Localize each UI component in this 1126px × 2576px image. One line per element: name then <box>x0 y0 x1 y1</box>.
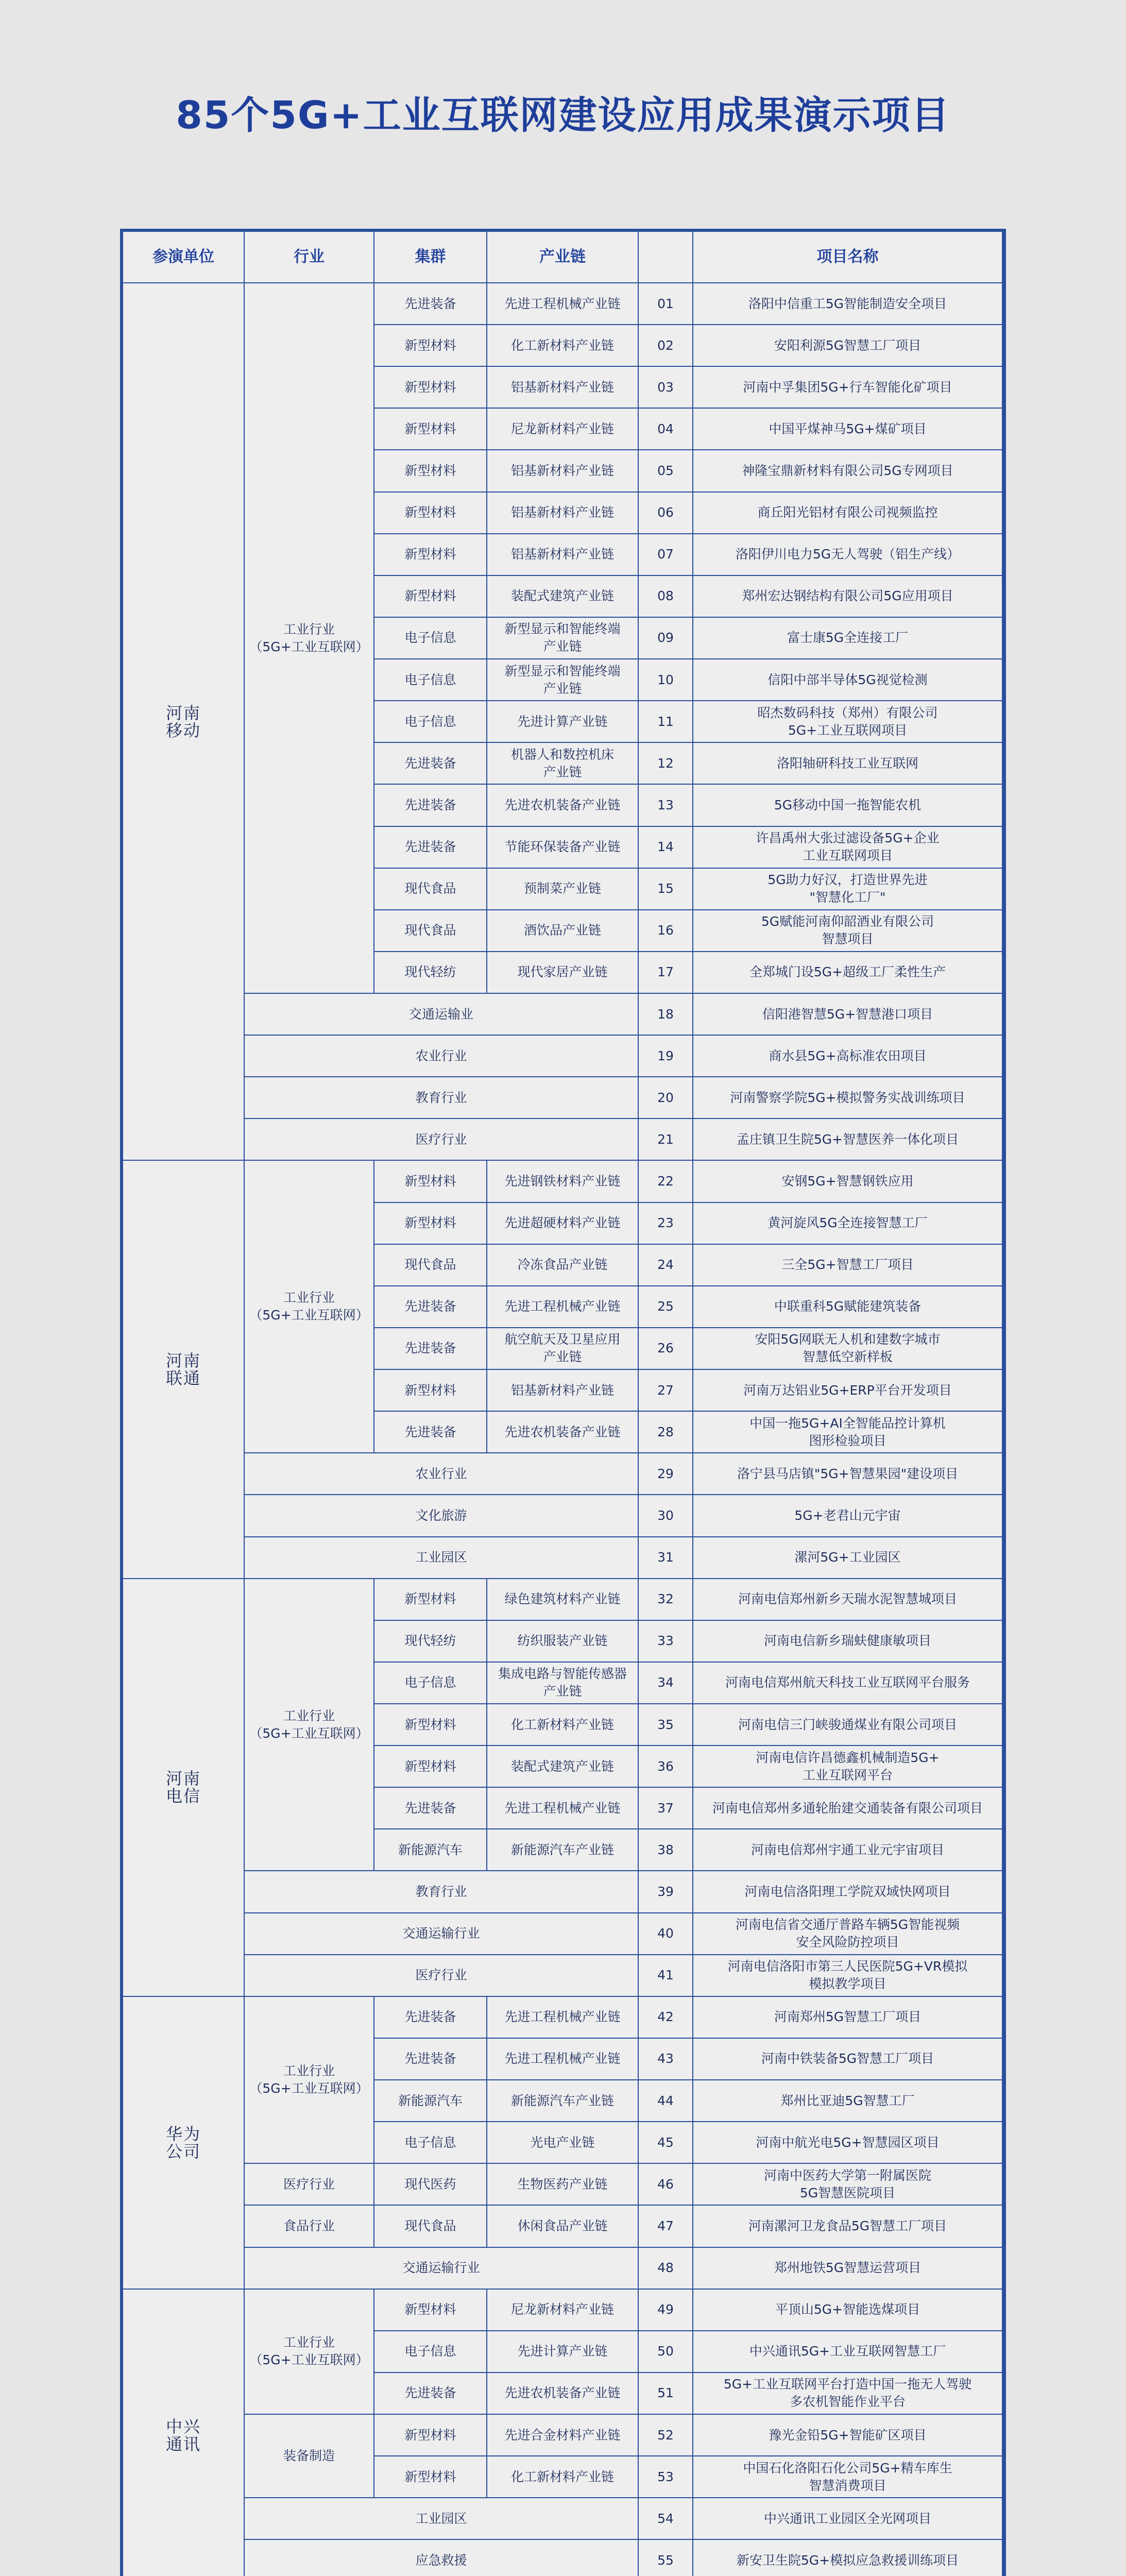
chain-cell: 铝基新材料产业链 <box>487 450 639 492</box>
project-number: 41 <box>639 1955 693 1997</box>
industry-cell: 应急救援 <box>245 2540 639 2576</box>
cluster-cell: 新型材料 <box>374 367 487 409</box>
project-number: 19 <box>639 1036 693 1077</box>
industry-cell: 工业行业 （5G+工业互联网） <box>245 283 374 994</box>
project-number: 06 <box>639 493 693 534</box>
cluster-cell: 先进装备 <box>374 283 487 325</box>
cluster-cell: 先进装备 <box>374 1328 487 1370</box>
chain-cell: 铝基新材料产业链 <box>487 367 639 409</box>
industry-cell: 工业行业 （5G+工业互联网） <box>245 1161 374 1453</box>
cluster-cell: 新型材料 <box>374 534 487 576</box>
project-name: 三全5G+智慧工厂项目 <box>693 1245 1003 1286</box>
project-name: 郑州地铁5G智慧运营项目 <box>693 2248 1003 2290</box>
project-name: 新安卫生院5G+模拟应急救援训练项目 <box>693 2540 1003 2576</box>
header-cluster: 集群 <box>374 232 487 283</box>
project-name: 富士康5G全连接工厂 <box>693 618 1003 659</box>
project-name: 信阳中部半导体5G视觉检测 <box>693 659 1003 701</box>
project-number: 13 <box>639 785 693 826</box>
project-name: 安钢5G+智慧钢铁应用 <box>693 1161 1003 1202</box>
cluster-cell: 先进装备 <box>374 1788 487 1829</box>
chain-cell: 尼龙新材料产业链 <box>487 2290 639 2331</box>
chain-cell: 新型显示和智能终端 产业链 <box>487 618 639 659</box>
cluster-cell: 新型材料 <box>374 1579 487 1621</box>
project-name: 洛阳中信重工5G智能制造安全项目 <box>693 283 1003 325</box>
project-number: 49 <box>639 2290 693 2331</box>
cluster-cell: 新型材料 <box>374 493 487 534</box>
industry-cell: 医疗行业 <box>245 1119 639 1161</box>
cluster-cell: 电子信息 <box>374 618 487 659</box>
page-title: 85个5G+工业互联网建设应用成果演示项目 <box>176 93 950 138</box>
project-number: 15 <box>639 869 693 910</box>
header-project: 项目名称 <box>693 232 1003 283</box>
cluster-cell: 现代食品 <box>374 1245 487 1286</box>
cluster-cell: 新型材料 <box>374 1161 487 1202</box>
project-number: 04 <box>639 409 693 450</box>
project-number: 31 <box>639 1537 693 1579</box>
chain-cell: 先进工程机械产业链 <box>487 1997 639 2039</box>
project-number: 52 <box>639 2415 693 2456</box>
project-name: 河南中航光电5G+智慧园区项目 <box>693 2122 1003 2164</box>
project-name: 河南电信郑州新乡天瑞水泥智慧城项目 <box>693 1579 1003 1621</box>
project-number: 38 <box>639 1829 693 1871</box>
chain-cell: 先进农机装备产业链 <box>487 2373 639 2415</box>
cluster-cell: 现代食品 <box>374 869 487 910</box>
cluster-cell: 电子信息 <box>374 701 487 743</box>
project-number: 05 <box>639 450 693 492</box>
chain-cell: 航空航天及卫星应用 产业链 <box>487 1328 639 1370</box>
project-number: 42 <box>639 1997 693 2039</box>
project-name: 河南电信洛阳理工学院双域快网项目 <box>693 1871 1003 1913</box>
project-number: 26 <box>639 1328 693 1370</box>
project-number: 03 <box>639 367 693 409</box>
project-number: 10 <box>639 659 693 701</box>
project-name: 洛宁县马店镇"5G+智慧果园"建设项目 <box>693 1453 1003 1495</box>
chain-cell: 装配式建筑产业链 <box>487 576 639 618</box>
chain-cell: 纺织服装产业链 <box>487 1621 639 1663</box>
project-name: 安阳利源5G智慧工厂项目 <box>693 325 1003 367</box>
industry-cell: 交通运输行业 <box>245 1913 639 1955</box>
project-number: 17 <box>639 952 693 994</box>
chain-cell: 新能源汽车产业链 <box>487 2080 639 2122</box>
project-name: 河南万达铝业5G+ERP平台开发项目 <box>693 1370 1003 1412</box>
project-name: 中国石化洛阳石化公司5G+精车库生 智慧消费项目 <box>693 2456 1003 2498</box>
project-number: 46 <box>639 2164 693 2206</box>
industry-cell: 工业园区 <box>245 1537 639 1579</box>
project-name: 安阳5G网联无人机和建数字城市 智慧低空新样板 <box>693 1328 1003 1370</box>
chain-cell: 新型显示和智能终端 产业链 <box>487 659 639 701</box>
industry-cell: 交通运输行业 <box>245 2248 639 2290</box>
project-number: 30 <box>639 1495 693 1537</box>
project-number: 36 <box>639 1746 693 1788</box>
chain-cell: 休闲食品产业链 <box>487 2206 639 2247</box>
chain-cell: 先进计算产业链 <box>487 701 639 743</box>
project-name: 豫光金铅5G+智能矿区项目 <box>693 2415 1003 2456</box>
project-number: 55 <box>639 2540 693 2576</box>
chain-cell: 先进工程机械产业链 <box>487 1286 639 1328</box>
unit-cell: 河南 电信 <box>123 1579 245 1997</box>
industry-cell: 文化旅游 <box>245 1495 639 1537</box>
project-name: 5G助力好汉，打造世界先进 "智慧化工厂" <box>693 869 1003 910</box>
industry-cell: 工业园区 <box>245 2498 639 2540</box>
project-number: 50 <box>639 2331 693 2373</box>
chain-cell: 先进超硬材料产业链 <box>487 1203 639 1245</box>
chain-cell: 生物医药产业链 <box>487 2164 639 2206</box>
industry-cell: 工业行业 （5G+工业互联网） <box>245 1579 374 1872</box>
chain-cell: 新能源汽车产业链 <box>487 1829 639 1871</box>
cluster-cell: 现代轻纺 <box>374 1621 487 1663</box>
project-name: 河南电信省交通厅普路车辆5G智能视频 安全风险防控项目 <box>693 1913 1003 1955</box>
cluster-cell: 新型材料 <box>374 1370 487 1412</box>
chain-cell: 铝基新材料产业链 <box>487 493 639 534</box>
project-name: 商丘阳光铝材有限公司视频监控 <box>693 493 1003 534</box>
chain-cell: 装配式建筑产业链 <box>487 1746 639 1788</box>
project-number: 37 <box>639 1788 693 1829</box>
project-name: 河南郑州5G智慧工厂项目 <box>693 1997 1003 2039</box>
project-name: 孟庄镇卫生院5G+智慧医养一体化项目 <box>693 1119 1003 1161</box>
project-number: 43 <box>639 2039 693 2080</box>
project-number: 11 <box>639 701 693 743</box>
cluster-cell: 先进装备 <box>374 1997 487 2039</box>
project-number: 23 <box>639 1203 693 1245</box>
cluster-cell: 现代医药 <box>374 2164 487 2206</box>
project-name: 全郑城门设5G+超级工厂柔性生产 <box>693 952 1003 994</box>
project-name: 河南漯河卫龙食品5G智慧工厂项目 <box>693 2206 1003 2247</box>
project-number: 16 <box>639 910 693 952</box>
project-name: 洛阳伊川电力5G无人驾驶（铝生产线） <box>693 534 1003 576</box>
project-number: 25 <box>639 1286 693 1328</box>
industry-cell: 教育行业 <box>245 1077 639 1119</box>
chain-cell: 预制菜产业链 <box>487 869 639 910</box>
cluster-cell: 新型材料 <box>374 2456 487 2498</box>
project-name: 信阳港智慧5G+智慧港口项目 <box>693 994 1003 1036</box>
project-number: 09 <box>639 618 693 659</box>
cluster-cell: 新型材料 <box>374 576 487 618</box>
project-name: 5G+老君山元宇宙 <box>693 1495 1003 1537</box>
chain-cell: 化工新材料产业链 <box>487 2456 639 2498</box>
chain-cell: 化工新材料产业链 <box>487 1704 639 1746</box>
cluster-cell: 先进装备 <box>374 1412 487 1453</box>
industry-cell: 工业行业 （5G+工业互联网） <box>245 2290 374 2415</box>
project-number: 51 <box>639 2373 693 2415</box>
project-name: 漯河5G+工业园区 <box>693 1537 1003 1579</box>
project-name: 昭杰数码科技（郑州）有限公司 5G+工业互联网项目 <box>693 701 1003 743</box>
project-name: 河南中医药大学第一附属医院 5G智慧医院项目 <box>693 2164 1003 2206</box>
project-name: 洛阳轴研科技工业互联网 <box>693 743 1003 785</box>
project-name: 5G+工业互联网平台打造中国一拖无人驾驶 多农机智能作业平台 <box>693 2373 1003 2415</box>
project-name: 郑州宏达钢结构有限公司5G应用项目 <box>693 576 1003 618</box>
project-number: 45 <box>639 2122 693 2164</box>
project-name: 河南电信许昌德鑫机械制造5G+ 工业互联网平台 <box>693 1746 1003 1788</box>
header-chain: 产业链 <box>487 232 639 283</box>
chain-cell: 光电产业链 <box>487 2122 639 2164</box>
project-name: 中联重科5G赋能建筑装备 <box>693 1286 1003 1328</box>
project-name: 许昌禹州大张过滤设备5G+企业 工业互联网项目 <box>693 827 1003 869</box>
cluster-cell: 电子信息 <box>374 2122 487 2164</box>
project-name: 河南中铁装备5G智慧工厂项目 <box>693 2039 1003 2080</box>
cluster-cell: 新型材料 <box>374 2290 487 2331</box>
industry-cell: 农业行业 <box>245 1036 639 1077</box>
industry-cell: 工业行业 （5G+工业互联网） <box>245 1997 374 2164</box>
project-name: 河南电信新乡瑞蚨健康敏项目 <box>693 1621 1003 1663</box>
project-name: 河南警察学院5G+模拟警务实战训练项目 <box>693 1077 1003 1119</box>
project-number: 48 <box>639 2248 693 2290</box>
header-unit: 参演单位 <box>123 232 245 283</box>
project-number: 40 <box>639 1913 693 1955</box>
cluster-cell: 新能源汽车 <box>374 2080 487 2122</box>
industry-cell: 教育行业 <box>245 1871 639 1913</box>
chain-cell: 先进合金材料产业链 <box>487 2415 639 2456</box>
project-number: 28 <box>639 1412 693 1453</box>
project-number: 07 <box>639 534 693 576</box>
cluster-cell: 新型材料 <box>374 325 487 367</box>
project-number: 53 <box>639 2456 693 2498</box>
project-number: 18 <box>639 994 693 1036</box>
chain-cell: 化工新材料产业链 <box>487 325 639 367</box>
industry-cell: 食品行业 <box>245 2206 374 2247</box>
cluster-cell: 新型材料 <box>374 1704 487 1746</box>
project-name: 中国一拖5G+AI全智能品控计算机 图形检验项目 <box>693 1412 1003 1453</box>
cluster-cell: 新型材料 <box>374 2415 487 2456</box>
chain-cell: 先进工程机械产业链 <box>487 1788 639 1829</box>
project-number: 01 <box>639 283 693 325</box>
chain-cell: 集成电路与智能传感器 产业链 <box>487 1663 639 1704</box>
cluster-cell: 新型材料 <box>374 1203 487 1245</box>
cluster-cell: 新型材料 <box>374 1746 487 1788</box>
unit-cell: 华为 公司 <box>123 1997 245 2290</box>
chain-cell: 酒饮品产业链 <box>487 910 639 952</box>
cluster-cell: 先进装备 <box>374 827 487 869</box>
industry-cell: 医疗行业 <box>245 2164 374 2206</box>
project-number: 35 <box>639 1704 693 1746</box>
project-name: 5G赋能河南仰韶酒业有限公司 智慧项目 <box>693 910 1003 952</box>
project-name: 河南电信郑州宇通工业元宇宙项目 <box>693 1829 1003 1871</box>
chain-cell: 铝基新材料产业链 <box>487 1370 639 1412</box>
project-number: 33 <box>639 1621 693 1663</box>
project-number: 22 <box>639 1161 693 1202</box>
project-number: 44 <box>639 2080 693 2122</box>
project-name: 中国平煤神马5G+煤矿项目 <box>693 409 1003 450</box>
chain-cell: 机器人和数控机床 产业链 <box>487 743 639 785</box>
unit-cell: 河南 联通 <box>123 1161 245 1579</box>
project-number: 02 <box>639 325 693 367</box>
project-name: 神隆宝鼎新材料有限公司5G专网项目 <box>693 450 1003 492</box>
project-name: 河南电信郑州航天科技工业互联网平台服务 <box>693 1663 1003 1704</box>
project-number: 27 <box>639 1370 693 1412</box>
cluster-cell: 电子信息 <box>374 2331 487 2373</box>
chain-cell: 铝基新材料产业链 <box>487 534 639 576</box>
chain-cell: 尼龙新材料产业链 <box>487 409 639 450</box>
header-number <box>639 232 693 283</box>
project-number: 32 <box>639 1579 693 1621</box>
cluster-cell: 电子信息 <box>374 1663 487 1704</box>
cluster-cell: 新能源汽车 <box>374 1829 487 1871</box>
projects-table <box>120 229 1006 2576</box>
chain-cell: 先进农机装备产业链 <box>487 1412 639 1453</box>
chain-cell: 先进钢铁材料产业链 <box>487 1161 639 1202</box>
cluster-cell: 现代食品 <box>374 2206 487 2247</box>
project-name: 平顶山5G+智能选煤项目 <box>693 2290 1003 2331</box>
unit-cell: 中兴 通讯 <box>123 2290 245 2576</box>
project-number: 47 <box>639 2206 693 2247</box>
chain-cell: 先进工程机械产业链 <box>487 283 639 325</box>
chain-cell: 节能环保装备产业链 <box>487 827 639 869</box>
cluster-cell: 先进装备 <box>374 743 487 785</box>
cluster-cell: 现代食品 <box>374 910 487 952</box>
chain-cell: 绿色建筑材料产业链 <box>487 1579 639 1621</box>
chain-cell: 先进农机装备产业链 <box>487 785 639 826</box>
cluster-cell: 新型材料 <box>374 409 487 450</box>
project-number: 29 <box>639 1453 693 1495</box>
chain-cell: 先进工程机械产业链 <box>487 2039 639 2080</box>
cluster-cell: 先进装备 <box>374 785 487 826</box>
cluster-cell: 先进装备 <box>374 1286 487 1328</box>
industry-cell: 交通运输业 <box>245 994 639 1036</box>
cluster-cell: 先进装备 <box>374 2039 487 2080</box>
project-name: 河南电信洛阳市第三人民医院5G+VR模拟 模拟教学项目 <box>693 1955 1003 1997</box>
project-number: 20 <box>639 1077 693 1119</box>
project-number: 21 <box>639 1119 693 1161</box>
project-name: 河南电信郑州多通轮胎建交通装备有限公司项目 <box>693 1788 1003 1829</box>
project-name: 中兴通讯5G+工业互联网智慧工厂 <box>693 2331 1003 2373</box>
project-number: 54 <box>639 2498 693 2540</box>
industry-cell: 装备制造 <box>245 2415 374 2498</box>
project-name: 黄河旋风5G全连接智慧工厂 <box>693 1203 1003 1245</box>
project-name: 5G移动中国一拖智能农机 <box>693 785 1003 826</box>
project-number: 39 <box>639 1871 693 1913</box>
project-number: 24 <box>639 1245 693 1286</box>
unit-cell: 河南 移动 <box>123 283 245 1161</box>
header-industry: 行业 <box>245 232 374 283</box>
chain-cell: 现代家居产业链 <box>487 952 639 994</box>
industry-cell: 医疗行业 <box>245 1955 639 1997</box>
project-name: 中兴通讯工业园区全光网项目 <box>693 2498 1003 2540</box>
project-number: 14 <box>639 827 693 869</box>
cluster-cell: 现代轻纺 <box>374 952 487 994</box>
chain-cell: 先进计算产业链 <box>487 2331 639 2373</box>
industry-cell: 农业行业 <box>245 1453 639 1495</box>
cluster-cell: 新型材料 <box>374 450 487 492</box>
project-number: 12 <box>639 743 693 785</box>
project-name: 商水县5G+高标准农田项目 <box>693 1036 1003 1077</box>
project-name: 河南电信三门峡骏通煤业有限公司项目 <box>693 1704 1003 1746</box>
project-number: 34 <box>639 1663 693 1704</box>
project-number: 08 <box>639 576 693 618</box>
chain-cell: 冷冻食品产业链 <box>487 1245 639 1286</box>
cluster-cell: 电子信息 <box>374 659 487 701</box>
project-name: 郑州比亚迪5G智慧工厂 <box>693 2080 1003 2122</box>
cluster-cell: 先进装备 <box>374 2373 487 2415</box>
project-name: 河南中孚集团5G+行车智能化矿项目 <box>693 367 1003 409</box>
